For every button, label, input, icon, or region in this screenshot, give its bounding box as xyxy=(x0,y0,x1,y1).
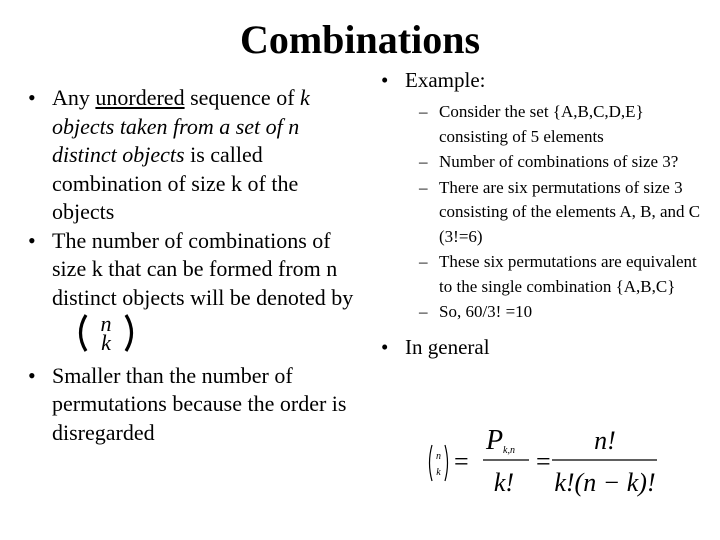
comparison-text: Smaller than the number of permutations because the order is disregarded xyxy=(52,362,347,445)
def-text-unordered: unordered xyxy=(95,85,185,110)
notation-text: The number of combinations of size k that can be formed from n distinct objects will be denoted by xyxy=(52,227,354,310)
example-heading xyxy=(377,66,702,94)
dash-marker: – xyxy=(419,302,428,321)
example-item-text: There are six permutations of size 3 consisting of the elements A, B, and C (3!=6) xyxy=(439,177,701,246)
bullet-comparison xyxy=(24,362,354,448)
binomial-symbol-graphic xyxy=(74,312,138,354)
def-text-italic: objects taken from a set of n distinct objects xyxy=(52,113,300,167)
formula-denominator-2: k!(n − k)! xyxy=(554,468,656,497)
dash-marker: – xyxy=(419,177,428,197)
example-item-text: So, 60/3! =10 xyxy=(439,302,533,321)
combination-formula xyxy=(425,422,665,507)
binomial-symbol xyxy=(74,312,138,362)
bullet-dot: • xyxy=(28,362,36,388)
bullet-notation xyxy=(24,227,354,362)
equals-sign-2: = xyxy=(536,447,551,476)
bullet-dot: • xyxy=(381,334,389,359)
left-column xyxy=(24,84,354,447)
bullet-definition xyxy=(24,84,354,227)
def-text-pre: Any xyxy=(52,85,96,110)
dash-marker: – xyxy=(419,252,428,271)
formula-p: P xyxy=(486,425,504,456)
general-label: In general xyxy=(405,334,490,359)
dash-marker: – xyxy=(419,152,428,171)
bullet-dot: • xyxy=(28,227,36,253)
def-text-post: is called combination of size k of the objects xyxy=(52,142,299,224)
formula-p-subscript: k,n xyxy=(503,445,515,456)
equals-sign-1: = xyxy=(454,447,469,476)
example-item xyxy=(377,250,702,299)
bullet-dot: • xyxy=(381,68,389,92)
right-column xyxy=(377,66,702,361)
example-item-text: These six permutations are equivalent to the single combination {A,B,C} xyxy=(439,252,697,296)
small-binom-n: n xyxy=(436,451,441,462)
binom-n: n xyxy=(100,312,112,336)
example-sublist xyxy=(377,100,702,325)
combination-formula-graphic xyxy=(425,422,665,502)
slide-title: Combinations xyxy=(239,17,481,62)
small-binom-k: k xyxy=(436,467,441,478)
example-item xyxy=(377,176,702,250)
def-text-k: k xyxy=(300,85,310,110)
example-item xyxy=(377,300,702,325)
example-item-text: Consider the set {A,B,C,D,E} consisting of 5 elements xyxy=(439,102,644,146)
binom-k: k xyxy=(101,330,111,354)
example-item-text: Number of combinations of size 3? xyxy=(439,152,679,171)
formula-denominator-1: k! xyxy=(493,468,515,497)
example-label: Example: xyxy=(405,68,486,92)
example-item xyxy=(377,100,702,149)
def-text-mid: sequence of xyxy=(184,85,301,110)
general-heading xyxy=(377,333,702,361)
example-item xyxy=(377,150,702,175)
bullet-dot: • xyxy=(28,85,36,110)
formula-numerator-2: n! xyxy=(594,426,616,455)
dash-marker: – xyxy=(419,102,428,121)
